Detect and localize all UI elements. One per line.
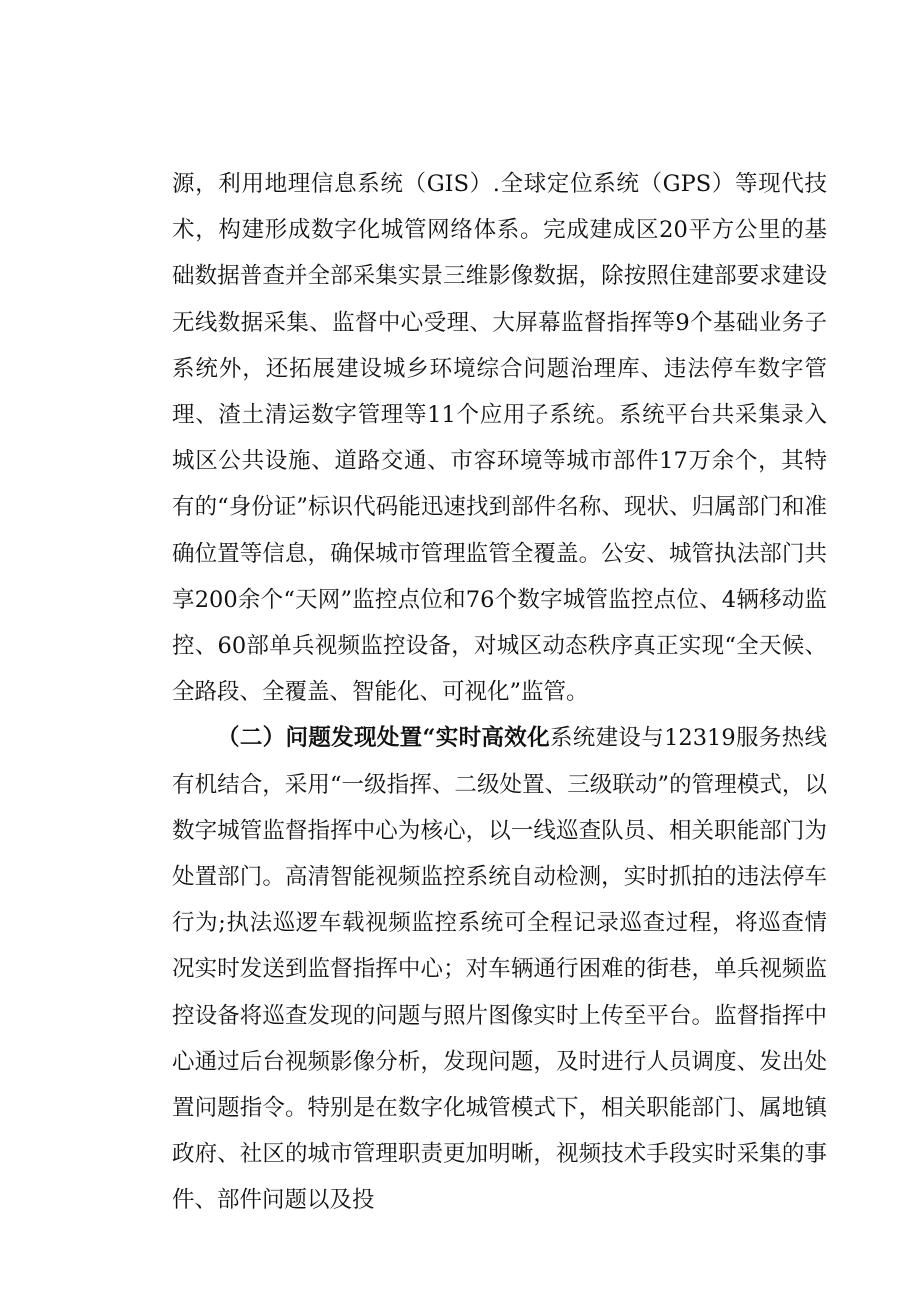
section-body: 系统建设与12319服务热线有机结合，采用“一级指挥、二级处置、三级联动”的管理模式，以数字城管监督指挥中心为核心，以一线巡查队员、相关职能部门为处置部门。高清智能视频监控系统自动检测，实时抓拍的违法停车行为;执法巡逻车载视频监控系统可全程记录巡查过程，将巡查情况实时发送到监督指挥中心；对车辆通行困难的街巷，单兵视频监控设备将巡查发现的问题与照片图像实时上传至平台。监督指挥中心通过后台视频影像分析，发现问题，及时进行人员调度、发出处置问题指令。特别是在数字化城管模式下，相关职能部门、属地镇政府、社区的城市管理职责更加明晰，视频技术手段实时采集的事件、部件问题以及投 (172, 725, 828, 1214)
document-body (172, 161, 827, 1224)
paragraph-section-2 (172, 715, 827, 1223)
paragraph-continued: 源，利用地理信息系统（GIS）.全球定位系统（GPS）等现代技术，构建形成数字化城管网络体系。完成建成区20平方公里的基础数据普查并全部采集实景三维影像数据，除按照住建部要求建设无线数据采集、监督中心受理、大屏幕监督指挥等9个基础业务子系统外，还拓展建设城乡环境综合问题治理库、违法停车数字管理、渣土清运数字管理等11个应用子系统。系统平台共采集录入城区公共设施、道路交通、市容环境等城市部件17万余个，其特有的“身份证”标识代码能迅速找到部件名称、现状、归属部门和准确位置等信息，确保城市管理监管全覆盖。公安、城管执法部门共享200余个“天网”监控点位和76个数字城管监控点位、4辆移动监控、60部单兵视频监控设备，对城区动态秩序真正实现“全天候、全路段、全覆盖、智能化、可视化”监管。 (172, 171, 827, 706)
section-heading: （二）问题发现处置“实时高效化 (217, 725, 550, 752)
